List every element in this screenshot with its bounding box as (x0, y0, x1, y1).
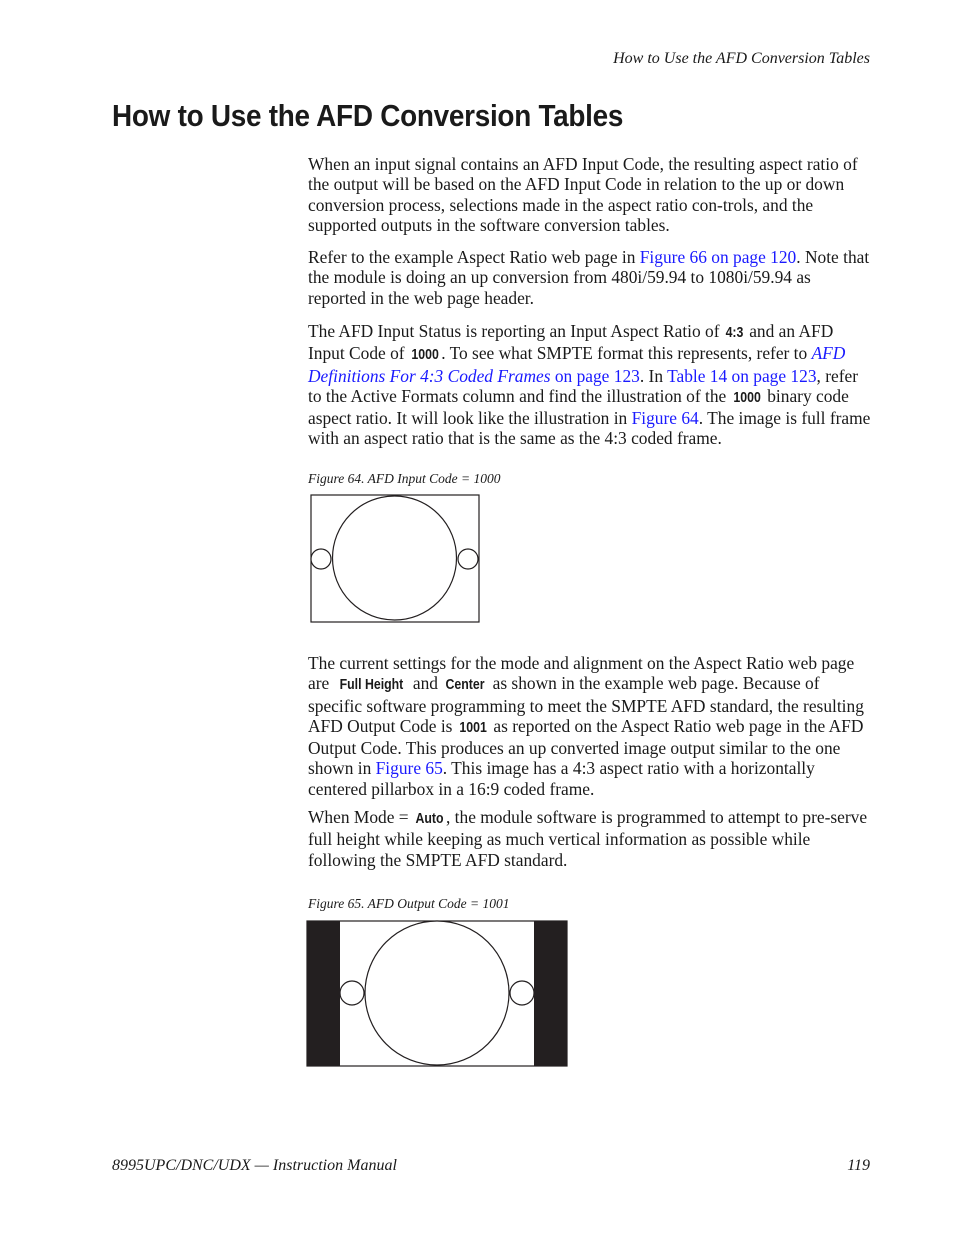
text: . In (639, 365, 668, 386)
text: . This image has a 4:3 aspect ratio with a horizontally centered pillarbox in a 16:9 coded frame. (308, 758, 815, 799)
text: The AFD Input Status is reporting an Input Aspect Ratio of (308, 321, 724, 341)
left-small-circle-icon (340, 981, 364, 1005)
text: and an AFD Input Code of (308, 321, 834, 364)
text: binary code aspect ratio. It will look like the illustration in (308, 385, 849, 429)
paragraph-text: When an input signal contains an AFD Input Code, the resulting aspect ratio of the output will be based on the AFD Input Code in relation to the up or down conversion process, selections made in the aspect ratio con-trols, and the supported outputs in the software conversion tables. (308, 154, 858, 235)
binary-code-value: 1000 (733, 389, 761, 406)
output-code-value: 1001 (459, 719, 487, 736)
paragraph-afd-input (308, 321, 872, 449)
input-code-value: 1000 (411, 347, 439, 364)
figure-64-link[interactable]: Figure 64 (631, 408, 699, 429)
text: . The image is full frame with an aspect ratio that is the same as the 4:3 coded frame. (308, 408, 871, 449)
figure-65-caption: Figure 65. AFD Output Code = 1001 (308, 896, 510, 911)
text: . Note that the module is doing an up conversion from 480i/59.94 to 1080i/59.94 as reported in the web page header. (308, 247, 870, 308)
left-small-circle-icon (311, 549, 331, 569)
mode-value: Full Height (339, 677, 403, 694)
right-small-circle-icon (458, 549, 478, 569)
auto-mode-value: Auto (415, 811, 444, 827)
large-circle-icon (365, 921, 509, 1065)
text: The current settings for the mode and alignment on the Aspect Ratio web page are (308, 653, 855, 694)
page-number: 119 (847, 1157, 870, 1174)
paragraph-intro (308, 154, 872, 235)
text: When Mode = (308, 807, 413, 827)
figure-66-link[interactable]: Figure 66 on page 120 (639, 247, 797, 267)
paragraph-refer (308, 247, 872, 308)
text: and (408, 673, 443, 694)
page-title: How to Use the AFD Conversion Tables (112, 98, 624, 133)
figure-65-link[interactable]: Figure 65 (375, 758, 443, 779)
figure-64-caption: Figure 64. AFD Input Code = 1000 (308, 471, 501, 486)
large-circle-icon (333, 496, 457, 620)
link-italic-text: AFD Definitions For 4:3 Coded Frames (308, 343, 846, 386)
text: , refer to the Active Formats column and find the illustration of the (308, 365, 859, 406)
text: as shown in the example web page. Because of specific software programming to meet the SMPTE AFD standard, the resulting AFD Output Code is (308, 673, 864, 736)
paragraph-auto-mode (308, 807, 872, 870)
text: Refer to the example Aspect Ratio web page in (308, 247, 640, 267)
table-14-link[interactable]: Table 14 on page 123 (667, 365, 817, 386)
text: . To see what SMPTE format this represents, refer to (441, 343, 812, 364)
figure-64-illustration (310, 494, 480, 623)
right-small-circle-icon (510, 981, 534, 1005)
running-header: How to Use the AFD Conversion Tables (613, 50, 870, 67)
link-text: on page 123 (550, 365, 640, 386)
alignment-value: Center (445, 677, 485, 694)
right-pillarbox-bar (534, 921, 567, 1066)
figure-65-illustration (306, 920, 568, 1067)
text: , the module software is programmed to attempt to pre-serve full height while keeping as much vertical information as possible while following the SMPTE AFD standard. (308, 807, 868, 870)
running-footer: 8995UPC/DNC/UDX — Instruction Manual (112, 1157, 397, 1174)
input-aspect-ratio-value: 4:3 (725, 325, 744, 341)
paragraph-settings (308, 653, 872, 799)
text: as reported on the Aspect Ratio web page in the AFD Output Code. This produces an up converted image output similar to the one shown in (308, 715, 864, 779)
left-pillarbox-bar (307, 921, 340, 1066)
